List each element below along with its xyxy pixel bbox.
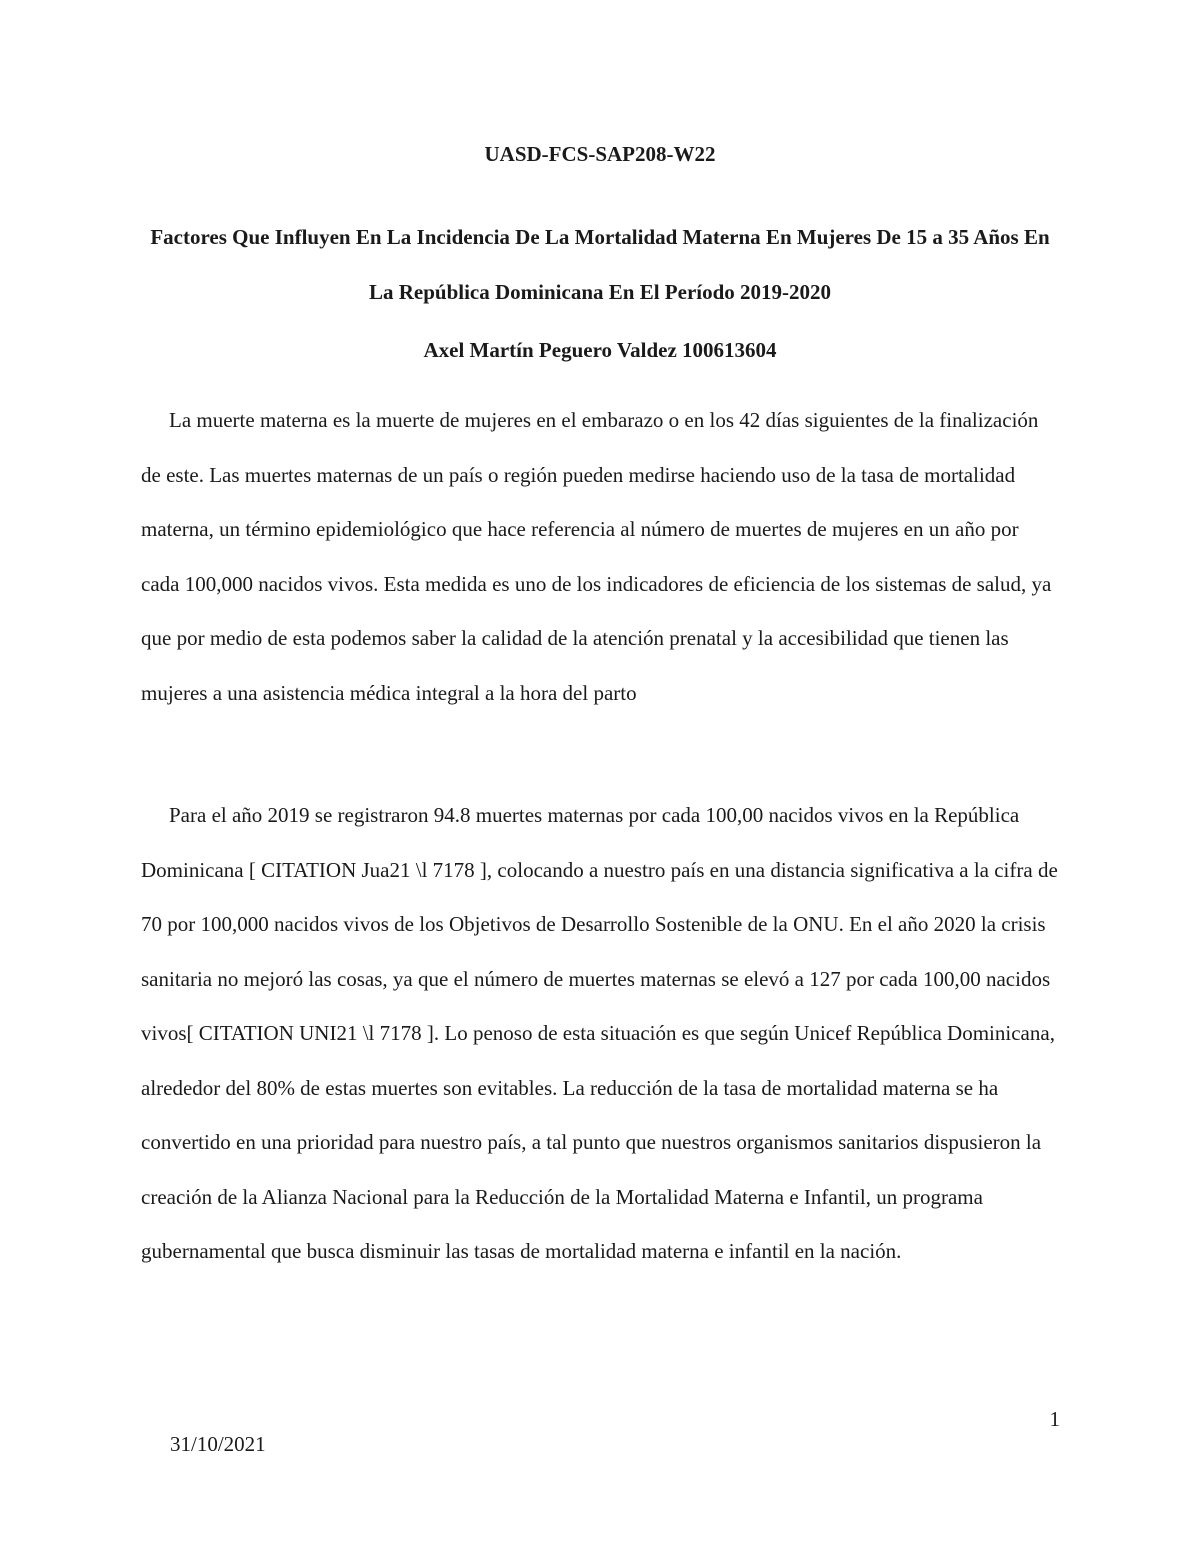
paragraph-2: Para el año 2019 se registraron 94.8 muertes maternas por cada 100,00 nacidos vivos en la República Dominicana [ CITATION Jua21 \l 7178 ], colocando a nuestro país en una distancia significativa a la cifra de 70 por 100,000 nacidos vivos de los Objetivos de Desarrollo Sostenible de la ONU. En el año 2020 la crisis sanitaria no mejoró las cosas, ya que el número de muertes maternas se elevó a 127 por cada 100,00 nacidos vivos[ CITATION UNI21 \l 7178 ]. Lo penoso de esta situación es que según Unicef República Dominicana, alrededor del 80% de estas muertes son evitables. La reducción de la tasa de mortalidad materna se ha convertido en una prioridad para nuestro país, a tal punto que nuestros organismos sanitarios dispusieron la creación de la Alianza Nacional para la Reducción de la Mortalidad Materna e Infantil, un programa gubernamental que busca disminuir las tasas de mortalidad materna e infantil en la nación. — [141, 803, 1058, 1263]
author-line: Axel Martín Peguero Valdez 100613604 — [423, 338, 777, 362]
footer-date: 31/10/2021 — [170, 1432, 266, 1456]
page-number: 1 — [1049, 1407, 1060, 1431]
paragraph-1: La muerte materna es la muerte de mujeres en el embarazo o en los 42 días siguientes de la finalización de este. Las muertes maternas de un país o región pueden medirse haciendo uso de la tasa de mortalidad materna, un término epidemiológico que hace referencia al número de muertes de mujeres en un año por cada 100,000 nacidos vivos. Esta medida es uno de los indicadores de eficiencia de los sistemas de salud, ya que por medio de esta podemos saber la calidad de la atención prenatal y la accesibilidad que tienen las mujeres a una asistencia médica integral a la hora del parto — [141, 408, 1052, 705]
course-code: UASD-FCS-SAP208-W22 — [484, 142, 716, 166]
document-title: Factores Que Influyen En La Incidencia De La Mortalidad Materna En Mujeres De 15 a 35 Años En La República Dominicana En El Período 2019-2020 — [150, 225, 1050, 304]
